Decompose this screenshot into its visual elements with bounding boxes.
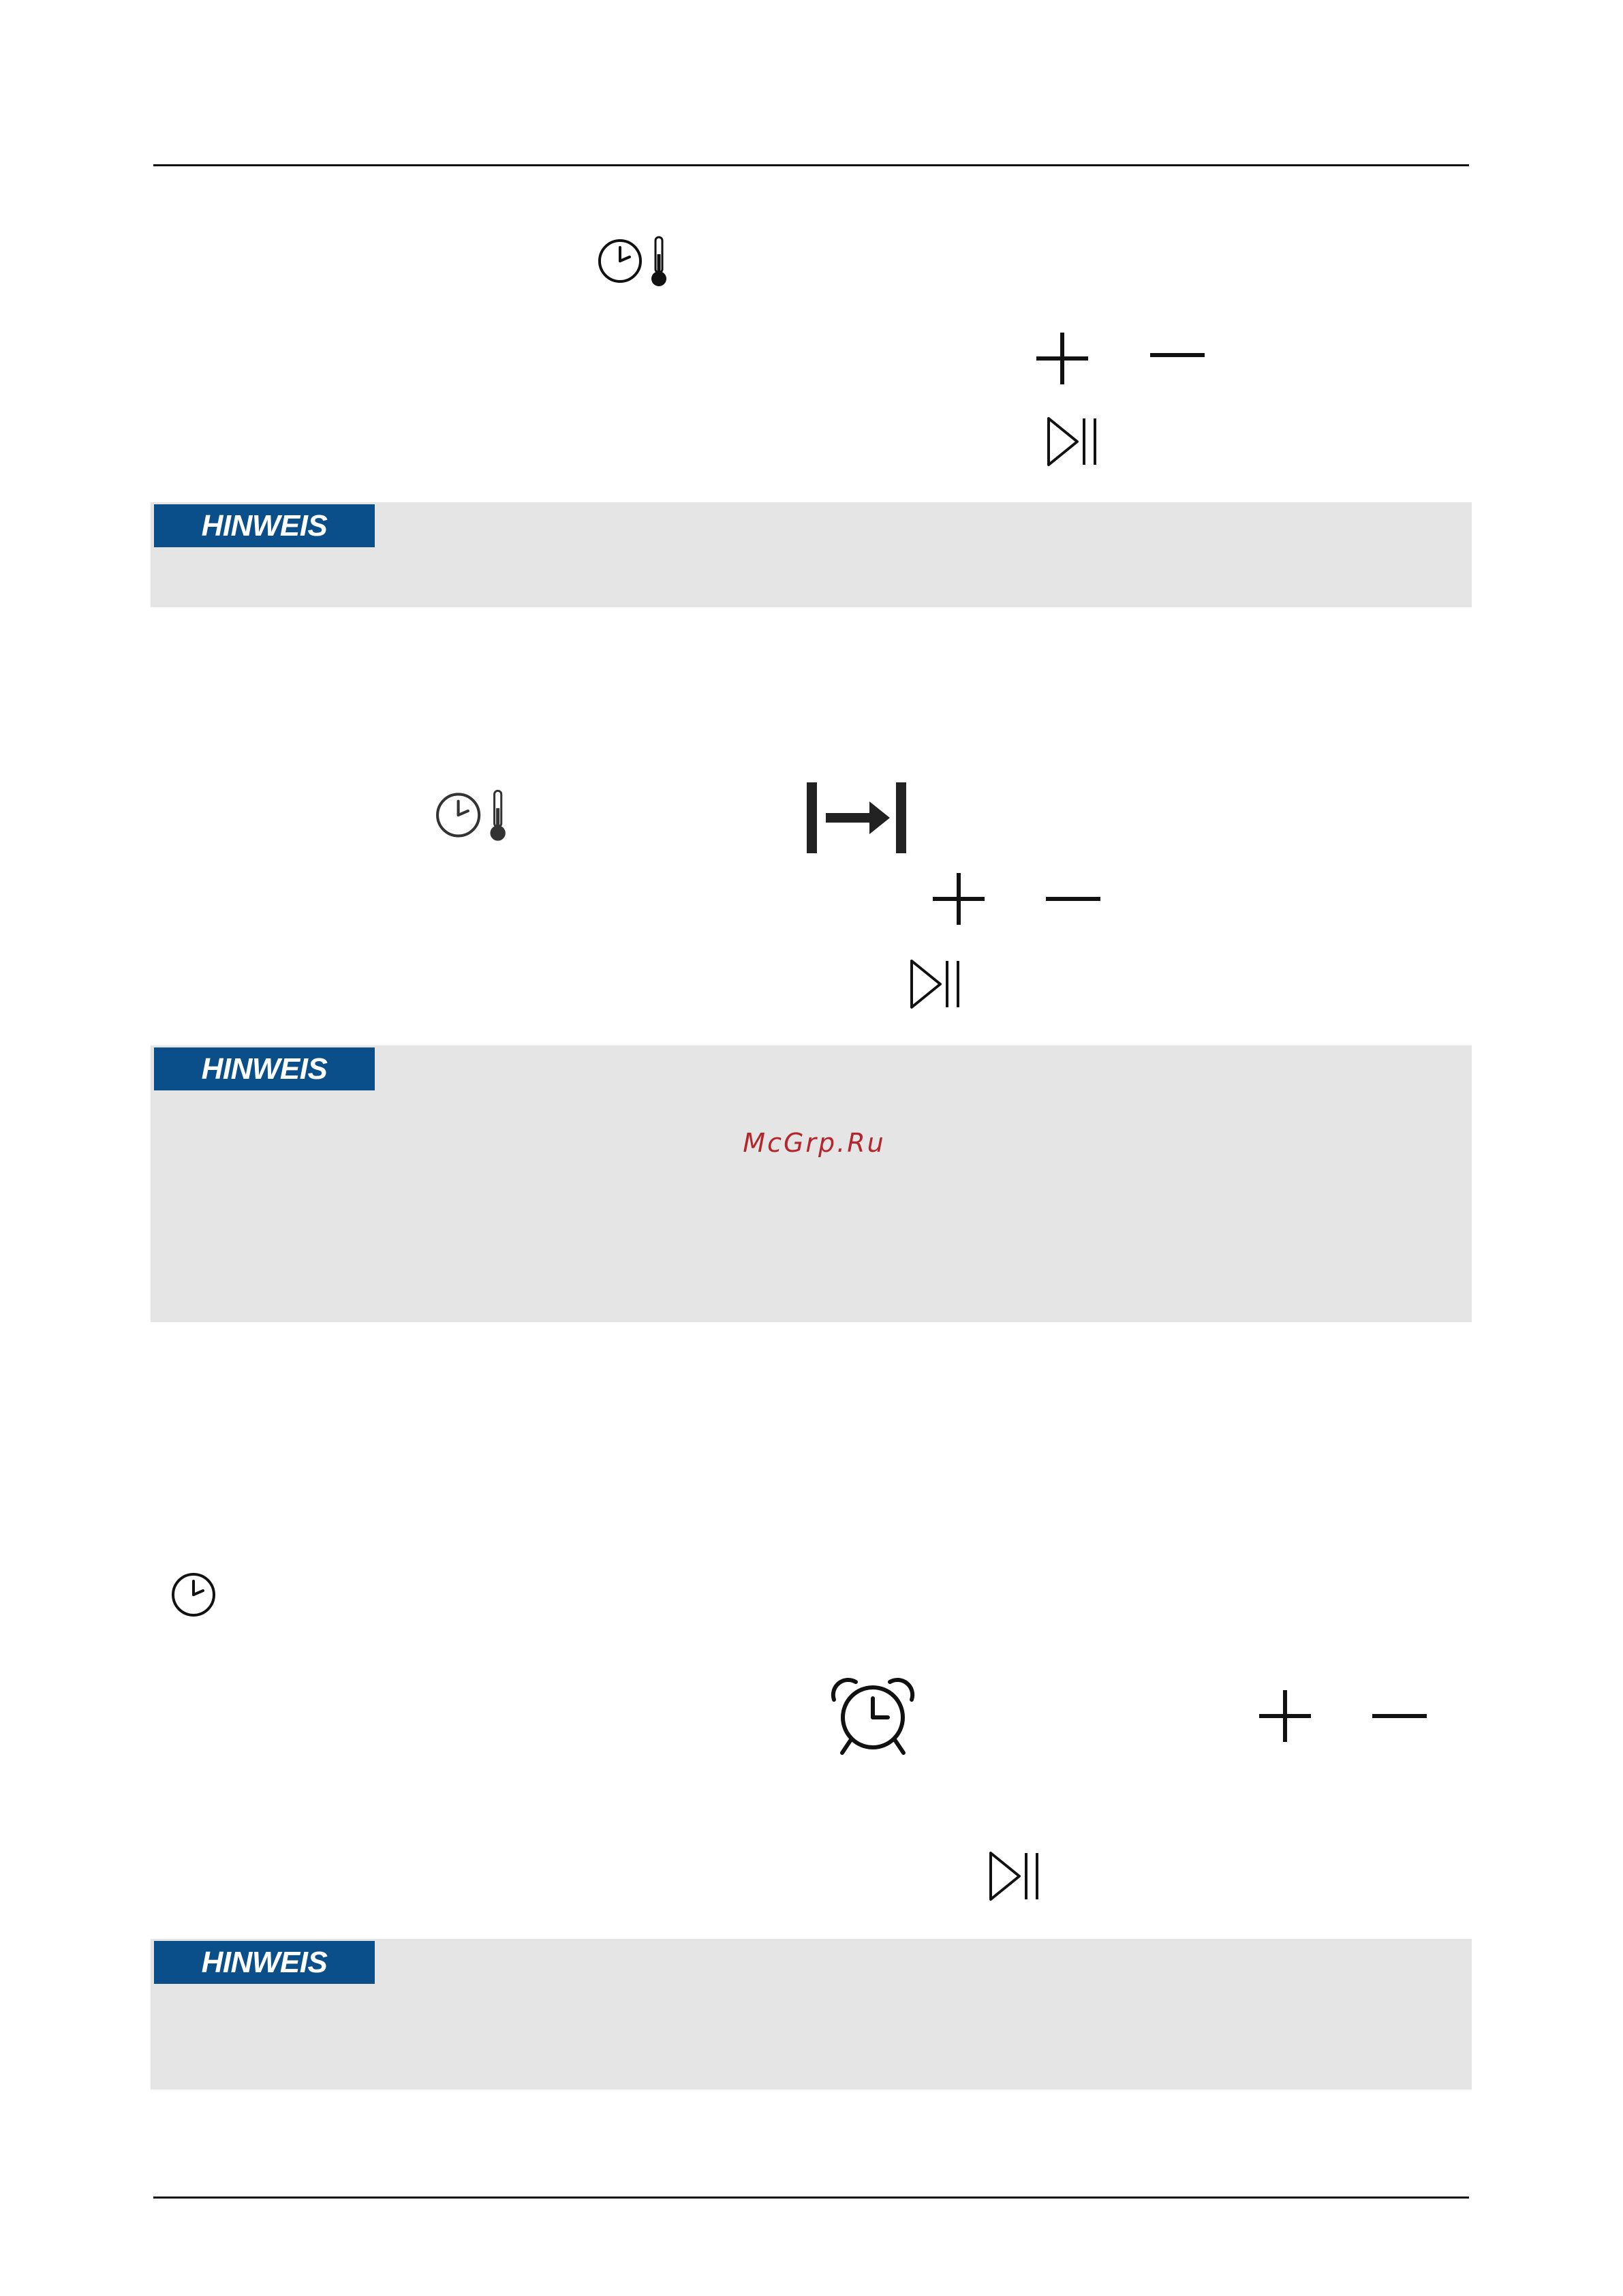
play-pause-icon (909, 958, 963, 1010)
note-box-1 (151, 502, 1472, 607)
footer-rule (153, 2196, 1469, 2199)
play-pause-icon (988, 1850, 1042, 1902)
note-box-2 (151, 1045, 1472, 1322)
note-label: HINWEIS (154, 1941, 375, 1984)
watermark-text: McGrp.Ru (743, 1128, 886, 1158)
note-label: HINWEIS (154, 1047, 375, 1090)
plus-icon (931, 872, 986, 926)
play-pause-icon (1046, 416, 1100, 468)
note-box-3 (151, 1939, 1472, 2090)
clock-thermometer-icon (597, 234, 672, 288)
alarm-clock-icon (830, 1678, 916, 1757)
skip-to-end-icon (805, 781, 908, 855)
header-rule (153, 164, 1469, 166)
clock-icon (171, 1572, 216, 1617)
minus-icon (1150, 351, 1205, 359)
plus-icon (1258, 1689, 1312, 1743)
clock-thermometer-icon (435, 787, 511, 843)
plus-icon (1035, 331, 1089, 386)
minus-icon (1046, 895, 1100, 903)
note-label: HINWEIS (154, 504, 375, 547)
minus-icon (1372, 1712, 1427, 1720)
